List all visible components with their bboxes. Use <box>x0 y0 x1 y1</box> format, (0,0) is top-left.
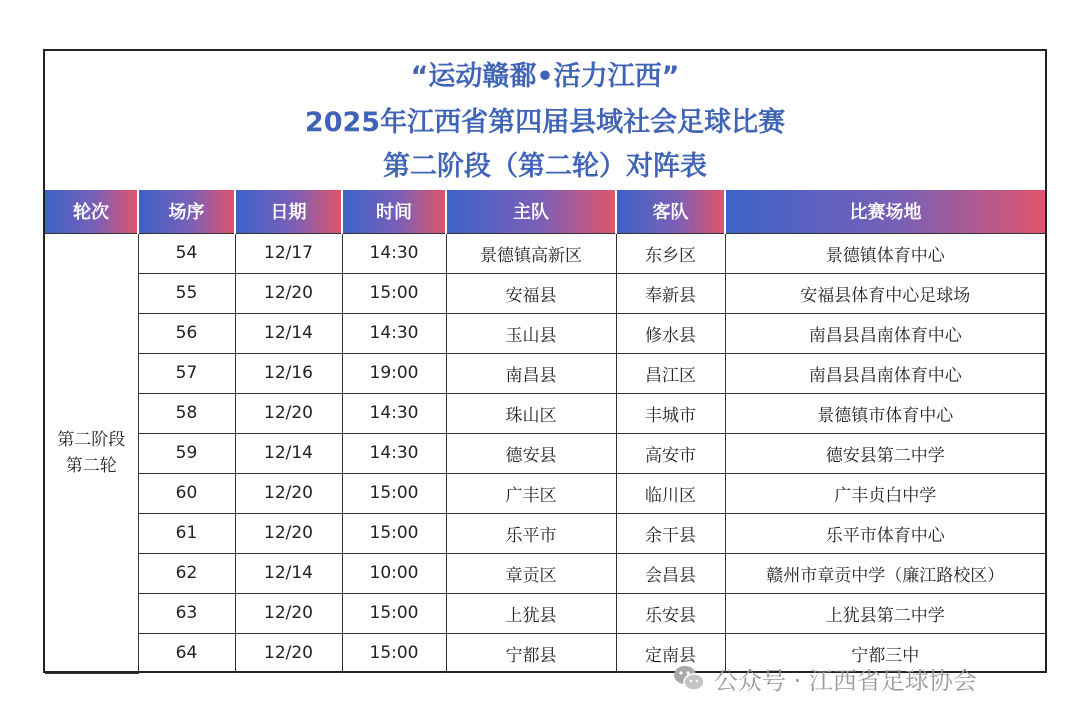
cell-match-no: 59 <box>138 433 235 473</box>
cell-away-team: 修水县 <box>616 313 725 353</box>
table-row <box>45 593 1045 633</box>
table-row <box>45 433 1045 473</box>
cell-home-team: 德安县 <box>446 433 616 473</box>
cell-time: 14:30 <box>342 313 446 353</box>
round-label-round: 第二轮 <box>65 456 117 476</box>
title-competition: 2025年江西省第四届县域社会足球比赛 <box>304 107 786 138</box>
watermark <box>672 660 977 696</box>
cell-venue: 广丰贞白中学 <box>725 473 1045 513</box>
cell-away-team: 高安市 <box>616 433 725 473</box>
table-row <box>45 513 1045 553</box>
cell-away-team: 定南县 <box>616 633 725 673</box>
cell-home-team: 上犹县 <box>446 593 616 633</box>
cell-venue: 南昌县昌南体育中心 <box>725 313 1045 353</box>
table-row <box>45 553 1045 593</box>
cell-venue: 景德镇市体育中心 <box>725 393 1045 433</box>
header-match-no: 场序 <box>138 190 235 233</box>
cell-venue: 上犹县第二中学 <box>725 593 1045 633</box>
table-row <box>45 273 1045 313</box>
cell-away-team: 丰城市 <box>616 393 725 433</box>
cell-home-team: 景德镇高新区 <box>446 233 616 273</box>
cell-match-no: 57 <box>138 353 235 393</box>
cell-match-no: 54 <box>138 233 235 273</box>
cell-date: 12/20 <box>235 593 342 633</box>
cell-away-team: 东乡区 <box>616 233 725 273</box>
schedule-body <box>45 233 1045 673</box>
cell-time: 19:00 <box>342 353 446 393</box>
header-home-team: 主队 <box>446 190 616 233</box>
cell-date: 12/20 <box>235 273 342 313</box>
cell-match-no: 63 <box>138 593 235 633</box>
cell-away-team: 奉新县 <box>616 273 725 313</box>
cell-home-team: 南昌县 <box>446 353 616 393</box>
cell-date: 12/14 <box>235 313 342 353</box>
title-block <box>45 51 1045 192</box>
cell-venue: 乐平市体育中心 <box>725 513 1045 553</box>
cell-home-team: 珠山区 <box>446 393 616 433</box>
cell-time: 15:00 <box>342 473 446 513</box>
cell-venue: 南昌县昌南体育中心 <box>725 353 1045 393</box>
cell-match-no: 58 <box>138 393 235 433</box>
header-time: 时间 <box>342 190 446 233</box>
header-away-team: 客队 <box>616 190 725 233</box>
cell-home-team: 章贡区 <box>446 553 616 593</box>
cell-away-team: 临川区 <box>616 473 725 513</box>
cell-date: 12/16 <box>235 353 342 393</box>
cell-match-no: 61 <box>138 513 235 553</box>
cell-away-team: 会昌县 <box>616 553 725 593</box>
round-label-stage: 第二阶段 <box>57 430 126 450</box>
cell-home-team: 乐平市 <box>446 513 616 553</box>
cell-time: 15:00 <box>342 273 446 313</box>
cell-away-team: 余干县 <box>616 513 725 553</box>
cell-away-team: 乐安县 <box>616 593 725 633</box>
cell-time: 10:00 <box>342 553 446 593</box>
header-date: 日期 <box>235 190 342 233</box>
cell-date: 12/20 <box>235 393 342 433</box>
cell-home-team: 玉山县 <box>446 313 616 353</box>
cell-match-no: 56 <box>138 313 235 353</box>
watermark-text: 公众号 · 江西省足球协会 <box>714 666 977 695</box>
title-slogan: “运动赣鄱•活力江西” <box>410 61 680 92</box>
cell-date: 12/14 <box>235 433 342 473</box>
cell-date: 12/17 <box>235 233 342 273</box>
cell-time: 15:00 <box>342 633 446 673</box>
cell-time: 15:00 <box>342 513 446 553</box>
cell-date: 12/20 <box>235 513 342 553</box>
cell-match-no: 60 <box>138 473 235 513</box>
cell-match-no: 64 <box>138 633 235 673</box>
cell-date: 12/14 <box>235 553 342 593</box>
table-row <box>45 473 1045 513</box>
cell-time: 14:30 <box>342 233 446 273</box>
cell-home-team: 宁都县 <box>446 633 616 673</box>
schedule-sheet <box>43 49 1047 673</box>
schedule-table <box>45 190 1045 674</box>
header-row <box>45 190 1045 233</box>
cell-away-team: 昌江区 <box>616 353 725 393</box>
wechat-icon <box>672 661 706 695</box>
header-round: 轮次 <box>45 190 138 233</box>
cell-venue: 德安县第二中学 <box>725 433 1045 473</box>
cell-match-no: 55 <box>138 273 235 313</box>
cell-venue: 安福县体育中心足球场 <box>725 273 1045 313</box>
cell-home-team: 广丰区 <box>446 473 616 513</box>
title-stage: 第二阶段（第二轮）对阵表 <box>383 151 707 182</box>
cell-time: 14:30 <box>342 433 446 473</box>
round-cell <box>45 233 138 673</box>
cell-home-team: 安福县 <box>446 273 616 313</box>
header-venue: 比赛场地 <box>725 190 1045 233</box>
cell-venue: 景德镇体育中心 <box>725 233 1045 273</box>
cell-venue: 宁都三中 <box>725 633 1045 673</box>
table-row <box>45 233 1045 273</box>
cell-match-no: 62 <box>138 553 235 593</box>
cell-date: 12/20 <box>235 633 342 673</box>
table-row <box>45 353 1045 393</box>
table-row <box>45 393 1045 433</box>
cell-time: 14:30 <box>342 393 446 433</box>
cell-time: 15:00 <box>342 593 446 633</box>
cell-date: 12/20 <box>235 473 342 513</box>
cell-venue: 赣州市章贡中学（廉江路校区） <box>725 553 1045 593</box>
table-row <box>45 313 1045 353</box>
